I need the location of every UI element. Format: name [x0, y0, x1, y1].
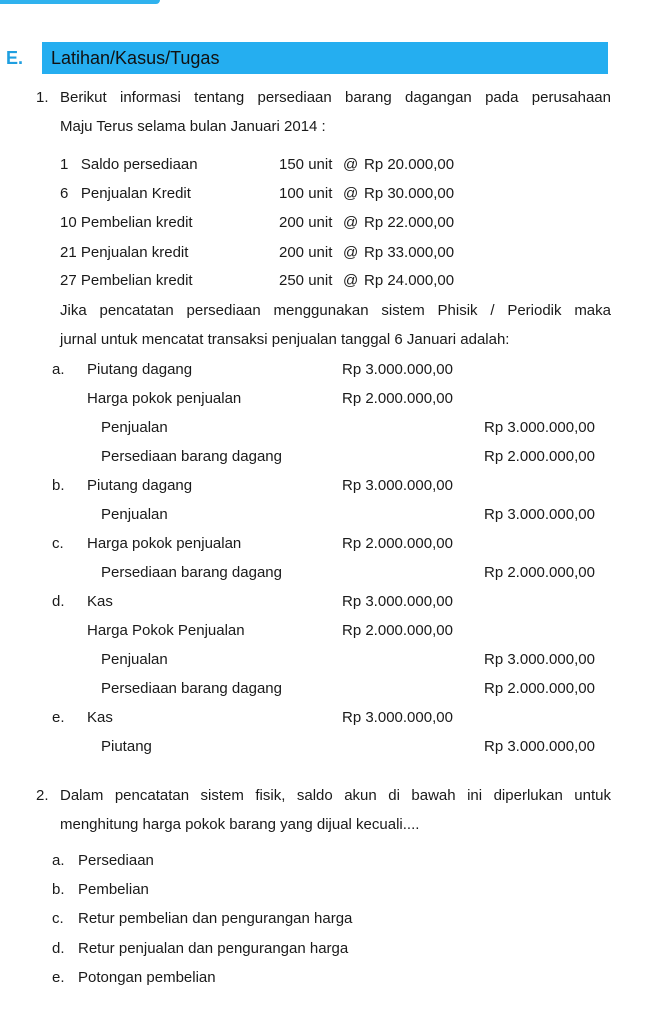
option-letter: d.	[52, 593, 65, 610]
journal-debit: Rp 2.000.000,00	[342, 390, 453, 407]
journal-credit: Rp 2.000.000,00	[484, 564, 595, 581]
journal-account: Harga Pokok Penjualan	[87, 622, 245, 639]
journal-debit: Rp 3.000.000,00	[342, 477, 453, 494]
transaction-label: 10 Pembelian kredit	[60, 214, 193, 231]
journal-account: Harga pokok penjualan	[87, 390, 242, 407]
option-text: Retur pembelian dan pengurangan harga	[78, 910, 353, 927]
transaction-price: Rp 24.000,00	[364, 272, 455, 289]
transaction-price: Rp 20.000,00	[364, 156, 455, 173]
transaction-at-sign: @	[343, 156, 359, 173]
journal-credit: Rp 2.000.000,00	[484, 448, 595, 465]
transaction-at-sign: @	[343, 185, 359, 202]
journal-account: Penjualan	[101, 506, 168, 523]
journal-debit: Rp 2.000.000,00	[342, 535, 453, 552]
q2-line-1: Dalam pencatatan sistem fisik, saldo akun di bawah ini diperlukan untuk	[60, 787, 611, 804]
q1-question-line-2: jurnal untuk mencatat transaksi penjualan tanggal 6 Januari adalah:	[60, 331, 510, 348]
transaction-label: 21 Penjualan kredit	[60, 244, 189, 261]
option-letter: e.	[52, 709, 65, 726]
option-letter: b.	[52, 881, 65, 898]
option-letter: c.	[52, 535, 64, 552]
journal-account: Persediaan barang dagang	[101, 448, 282, 465]
journal-account: Penjualan	[101, 419, 168, 436]
option-letter: e.	[52, 969, 65, 986]
option-text: Potongan pembelian	[78, 969, 216, 986]
transaction-qty: 100 unit	[279, 185, 333, 202]
journal-debit: Rp 3.000.000,00	[342, 593, 453, 610]
section-letter: E.	[6, 48, 24, 68]
journal-account: Piutang	[101, 738, 152, 755]
q1-number: 1.	[36, 89, 49, 106]
option-text: Retur penjualan dan pengurangan harga	[78, 940, 349, 957]
q2-line-2: menghitung harga pokok barang yang dijual kecuali....	[60, 816, 420, 833]
q1-question-line-1: Jika pencatatan persediaan menggunakan sistem Phisik / Periodik maka	[60, 302, 611, 319]
journal-account: Kas	[87, 709, 113, 726]
transaction-price: Rp 33.000,00	[364, 244, 455, 261]
transaction-at-sign: @	[343, 214, 359, 231]
transaction-qty: 200 unit	[279, 214, 333, 231]
transaction-at-sign: @	[343, 244, 359, 261]
q1-intro-line-2: Maju Terus selama bulan Januari 2014 :	[60, 118, 326, 135]
option-letter: d.	[52, 940, 65, 957]
section-title: Latihan/Kasus/Tugas	[51, 48, 220, 68]
transaction-price: Rp 30.000,00	[364, 185, 455, 202]
top-decoration-strip	[0, 0, 160, 4]
q1-intro-line-1: Berikut informasi tentang persediaan barang dagangan pada perusahaan	[60, 89, 611, 106]
journal-credit: Rp 3.000.000,00	[484, 738, 595, 755]
option-text: Pembelian	[78, 881, 149, 898]
journal-account: Piutang dagang	[87, 477, 193, 494]
journal-debit: Rp 3.000.000,00	[342, 709, 453, 726]
transaction-label: 1 Saldo persediaan	[60, 156, 198, 173]
option-letter: c.	[52, 910, 64, 927]
transaction-qty: 250 unit	[279, 272, 333, 289]
journal-account: Persediaan barang dagang	[101, 680, 282, 697]
option-text: Persediaan	[78, 852, 154, 869]
journal-credit: Rp 3.000.000,00	[484, 651, 595, 668]
q2-number: 2.	[36, 787, 49, 804]
journal-credit: Rp 2.000.000,00	[484, 680, 595, 697]
transaction-label: 6 Penjualan Kredit	[60, 185, 191, 202]
journal-account: Penjualan	[101, 651, 168, 668]
journal-credit: Rp 3.000.000,00	[484, 506, 595, 523]
transaction-qty: 150 unit	[279, 156, 333, 173]
journal-account: Persediaan barang dagang	[101, 564, 282, 581]
transaction-price: Rp 22.000,00	[364, 214, 455, 231]
journal-account: Kas	[87, 593, 113, 610]
transaction-qty: 200 unit	[279, 244, 333, 261]
journal-account: Harga pokok penjualan	[87, 535, 242, 552]
option-letter: a.	[52, 852, 65, 869]
option-letter: a.	[52, 361, 65, 378]
transaction-label: 27 Pembelian kredit	[60, 272, 193, 289]
journal-debit: Rp 2.000.000,00	[342, 622, 453, 639]
journal-account: Piutang dagang	[87, 361, 193, 378]
option-letter: b.	[52, 477, 65, 494]
journal-debit: Rp 3.000.000,00	[342, 361, 453, 378]
transaction-at-sign: @	[343, 272, 359, 289]
journal-credit: Rp 3.000.000,00	[484, 419, 595, 436]
